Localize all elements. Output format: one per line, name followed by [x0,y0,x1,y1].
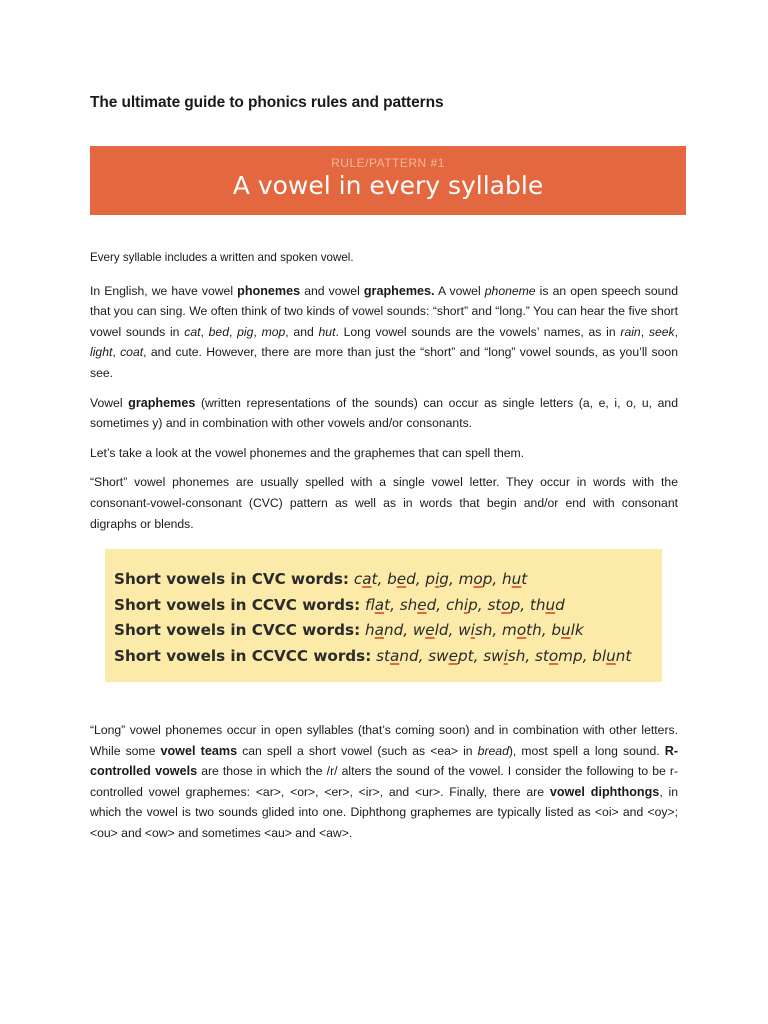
term-diphthongs: vowel diphthongs [549,784,660,799]
term-phonemes: phonemes [237,283,301,298]
rule-heading: A vowel in every syllable [232,171,544,200]
intro-sentence: Every syllable includes a written and spoken vowel. [90,251,354,264]
vowel-line-ccvc: Short vowels in CCVC words: flat, shed, chip, stop, thud [114,595,565,614]
paragraph-graphemes: Vowel graphemes (written representations of the sounds) can occur as single letters (a, e, i, o, u, and sometimes y) and in combination with other vowels and/or consonants. [90,395,678,431]
vowel-line-ccvcc: Short vowels in CCVCC words: stand, swept, swish, stomp, blunt [114,646,632,665]
paragraph-look: Let’s take a look at the vowel phonemes and the graphemes that can spell them. [90,445,525,460]
body-text-upper [90,248,678,543]
body-text-lower [90,720,678,844]
term-graphemes: graphemes. [363,283,435,298]
paragraph-short-vowels: “Short” vowel phonemes are usually spelled with a single vowel letter. They occur in words with the consonant-vowel-consonant (CVC) pattern as well as in words that begin and/or end with consonant digraphs or blends. [90,475,678,531]
paragraph-phonemes: In English, we have vowel phonemes and vowel graphemes. A vowel phoneme is an open speech sound that you can sing. We often think of two kinds of vowel sounds: “short” and “long.” You can hear the five short vowel sounds in cat, bed, pig, mop, and hut. Long vowel sounds are the vowels’ names, as in rain, seek, light, coat, and cute. However, there are more than just the “short” and “long” vowel sounds, as you’ll soon see. [90,283,679,380]
term-vowel-teams: vowel teams [160,743,238,758]
vowel-line-cvcc: Short vowels in CVCC words: hand, weld, wish, moth, bulk [114,621,584,639]
term-graphemes-2: graphemes [128,395,196,410]
document-title: The ultimate guide to phonics rules and patterns [90,94,444,111]
rule-banner [90,146,686,215]
short-vowels-box [105,549,662,682]
paragraph-long-vowels: “Long” vowel phonemes occur in open syllables (that’s coming soon) and in combination with other letters. While some vowel teams can spell a short vowel (such as <ea> in bread), most spell a long sound. R-controlled vowels are those in which the /r/ alters the sound of the vowel. I consider the following to be r-controlled vowel graphemes: <ar>, <or>, <er>, <ir>, and <ur>. Finally, there are vowel diphthongs, in which the vowel is two sounds glided into one. Diphthong graphemes are typically listed as <oi> and <oy>; <ou> and <ow> and sometimes <au> and <aw>. [90,723,679,840]
rule-label: RULE/PATTERN #1 [331,156,445,170]
vowel-line-cvc: Short vowels in CVC words: cat, bed, pig, mop, hut [114,570,528,588]
term-r-controlled: R-controlled vowels [90,743,679,779]
